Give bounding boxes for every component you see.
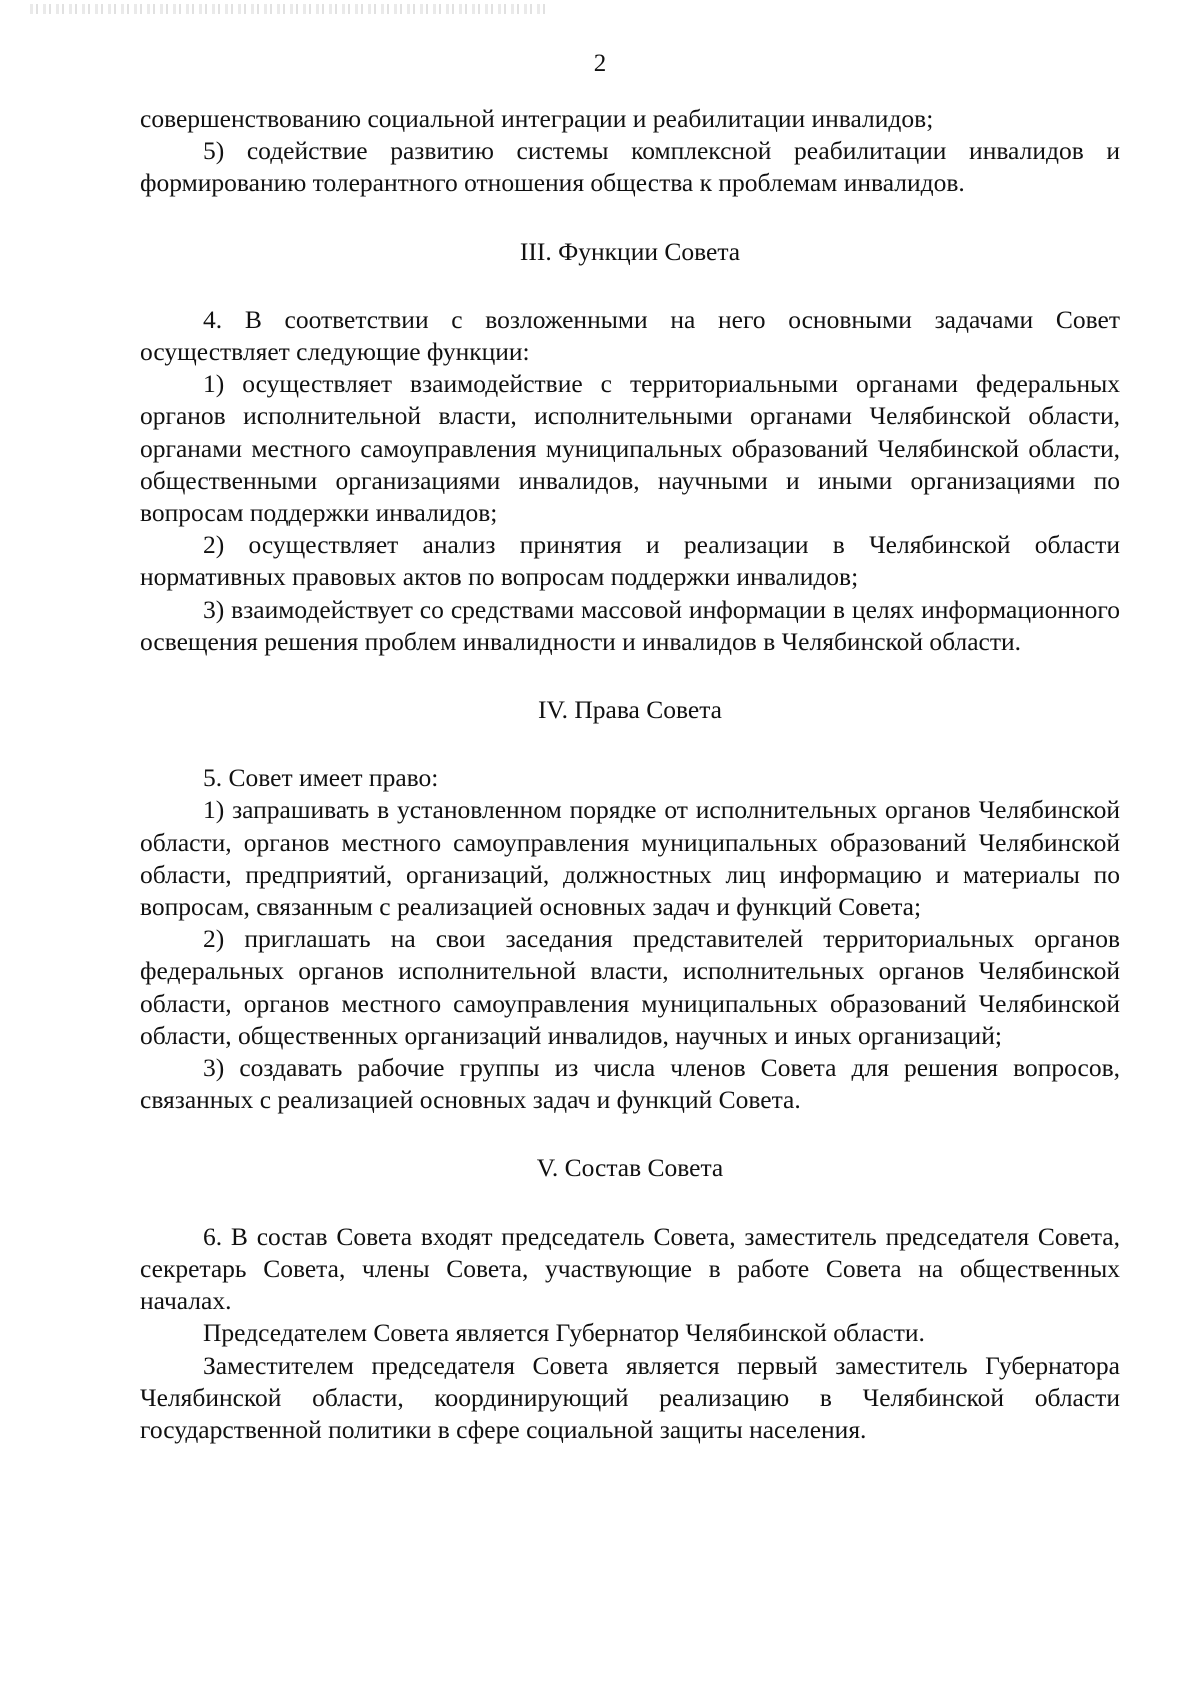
right-item-3: 3) создавать рабочие группы из числа членов Совета для решения вопросов, связанных с реализацией основных задач и функций Совета. (140, 1053, 1120, 1115)
page-number: 2 (593, 50, 607, 77)
function-item-2: 2) осуществляет анализ принятия и реализации в Челябинской области нормативных правовых актов по вопросам поддержки инвалидов; (140, 530, 1120, 592)
function-item-3: 3) взаимодействует со средствами массовой информации в целях информационного освещения решения проблем инвалидности и инвалидов в Челябинской области. (140, 594, 1120, 656)
composition-paragraph-3: Заместителем председателя Совета является первый заместитель Губернатора Челябинской области, координирующий реализацию в Челябинской области государственной политики в сфере социальной защиты населения. (140, 1350, 1120, 1444)
section-5-title: V. Состав Совета (536, 1153, 724, 1183)
composition-paragraph-1: 6. В состав Совета входят председатель Совета, заместитель председателя Совета, секретарь Совета, члены Совета, участвующие в работе Совета на общественных началах. (140, 1221, 1120, 1316)
scan-artifact (30, 4, 550, 14)
right-item-2: 2) приглашать на свои заседания представителей территориальных органов федеральных органов исполнительной власти, исполнительных органов Челябинской области, органов местного самоуправления муниципальных образований Челябинской области, общественных организаций инвалидов, научных и иных организаций; (140, 924, 1120, 1050)
document-body (140, 103, 1120, 1446)
right-item-1: 1) запрашивать в установленном порядке от исполнительных органов Челябинской области, органов местного самоуправления муниципальных образований Челябинской области, предприятий, организаций, должностных лиц информацию и материалы по вопросам, связанным с реализацией основных задач и функций Совета; (140, 795, 1120, 922)
section-4-intro: 5. Совет имеет право: (203, 763, 439, 793)
composition-paragraph-2: Председателем Совета является Губернатор Челябинской области. (203, 1318, 925, 1348)
task-item-5: 5) содействие развитию системы комплексной реабилитации инвалидов и формированию толерантного отношения общества к проблемам инвалидов. (140, 136, 1120, 198)
section-4-title: IV. Права Совета (538, 695, 722, 725)
function-item-1: 1) осуществляет взаимодействие с территориальными органами федеральных органов исполнительной власти, исполнительными органами Челябинской области, органами местного самоуправления муниципальных образований Челябинской области, общественными организациями инвалидов, научными и иными организациями по вопросам поддержки инвалидов; (140, 369, 1120, 528)
section-3-intro: 4. В соответствии с возложенными на него основными задачами Совет осуществляет следующие функции: (140, 304, 1120, 367)
section-3-title: III. Функции Совета (519, 236, 741, 266)
continuation-tail: совершенствованию социальной интеграции и реабилитации инвалидов; (140, 104, 934, 133)
